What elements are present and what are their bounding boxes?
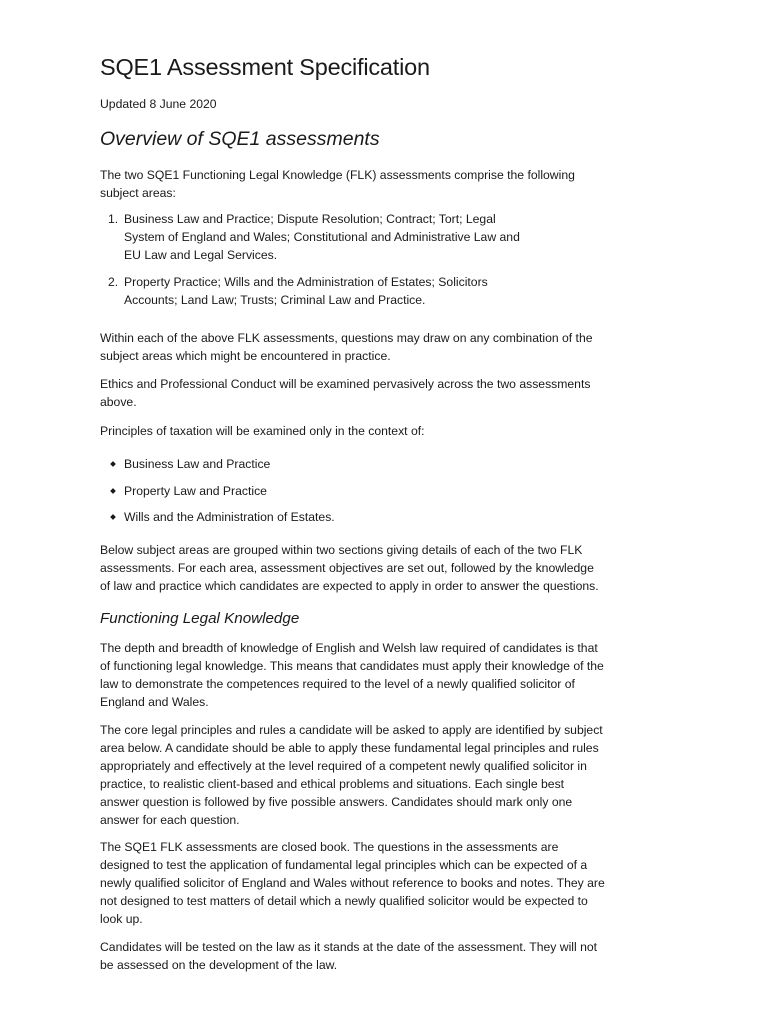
overview-intro-paragraph: The two SQE1 Functioning Legal Knowledge (FLK) assessments comprise the following subject areas: (100, 168, 575, 200)
list-item-text: Property Law and Practice (124, 483, 267, 498)
list-item (100, 455, 335, 473)
list-item-number: 1. (108, 212, 119, 226)
closed-book-paragraph: The SQE1 FLK assessments are closed book. The questions in the assessments are designed to test the application of fundamental legal principles which can be expected of a newly qualified solicitor of England and Wales without reference to books and notes. They are not designed to test matters of detail which a newly qualified solicitor would be expected to look up. (100, 840, 605, 926)
bullet-icon (110, 514, 116, 520)
overview-heading: Overview of SQE1 assessments (100, 128, 380, 150)
law-date-paragraph: Candidates will be tested on the law as it stands at the date of the assessment. They will not be assessed on the development of the law. (100, 940, 598, 972)
flk-heading: Functioning Legal Knowledge (100, 610, 300, 627)
subject-areas-list (100, 210, 530, 309)
bullet-icon (110, 488, 116, 494)
bullet-icon (110, 461, 116, 467)
list-item (100, 482, 335, 500)
list-item (100, 210, 530, 264)
taxation-paragraph: Principles of taxation will be examined only in the context of: (100, 424, 425, 438)
updated-date: Updated 8 June 2020 (100, 97, 217, 111)
list-item-number: 2. (108, 275, 119, 289)
list-item (100, 273, 530, 309)
depth-paragraph: The depth and breadth of knowledge of English and Welsh law required of candidates is that of functioning legal knowledge. This means that candidates must apply their knowledge of the law to demonstrate the competences required to the level of a newly qualified solicitor of England and Wales. (100, 641, 604, 709)
list-item-text: Wills and the Administration of Estates. (124, 510, 335, 524)
taxation-list (100, 455, 335, 535)
page-title: SQE1 Assessment Specification (100, 54, 430, 80)
list-item (100, 508, 335, 526)
list-item-text: Business Law and Practice; Dispute Resolution; Contract; Tort; Legal System of England and Wales; Constitutional and Administrative Law and EU Law and Legal Services. (124, 212, 520, 262)
combination-paragraph: Within each of the above FLK assessments, questions may draw on any combination of the subject areas which might be encountered in practice. (100, 331, 593, 363)
grouping-paragraph: Below subject areas are grouped within two sections giving details of each of the two FLK assessments. For each area, assessment objectives are set out, followed by the knowledge of law and practice which candidates are expected to apply in order to answer the questions. (100, 543, 599, 593)
list-item-text: Property Practice; Wills and the Administration of Estates; Solicitors Accounts; Land Law; Trusts; Criminal Law and Practice. (124, 275, 488, 307)
core-principles-paragraph: The core legal principles and rules a candidate will be asked to apply are identified by subject area below. A candidate should be able to apply these fundamental legal principles and rules appropriately and effectively at the level required of a competent newly qualified solicitor in practice, to realistic client-based and ethical problems and situations. Each single best answer question is followed by five possible answers. Candidates should mark only one answer for each question. (100, 723, 603, 827)
ethics-paragraph: Ethics and Professional Conduct will be examined pervasively across the two assessments above. (100, 377, 591, 409)
list-item-text: Business Law and Practice (124, 457, 271, 471)
